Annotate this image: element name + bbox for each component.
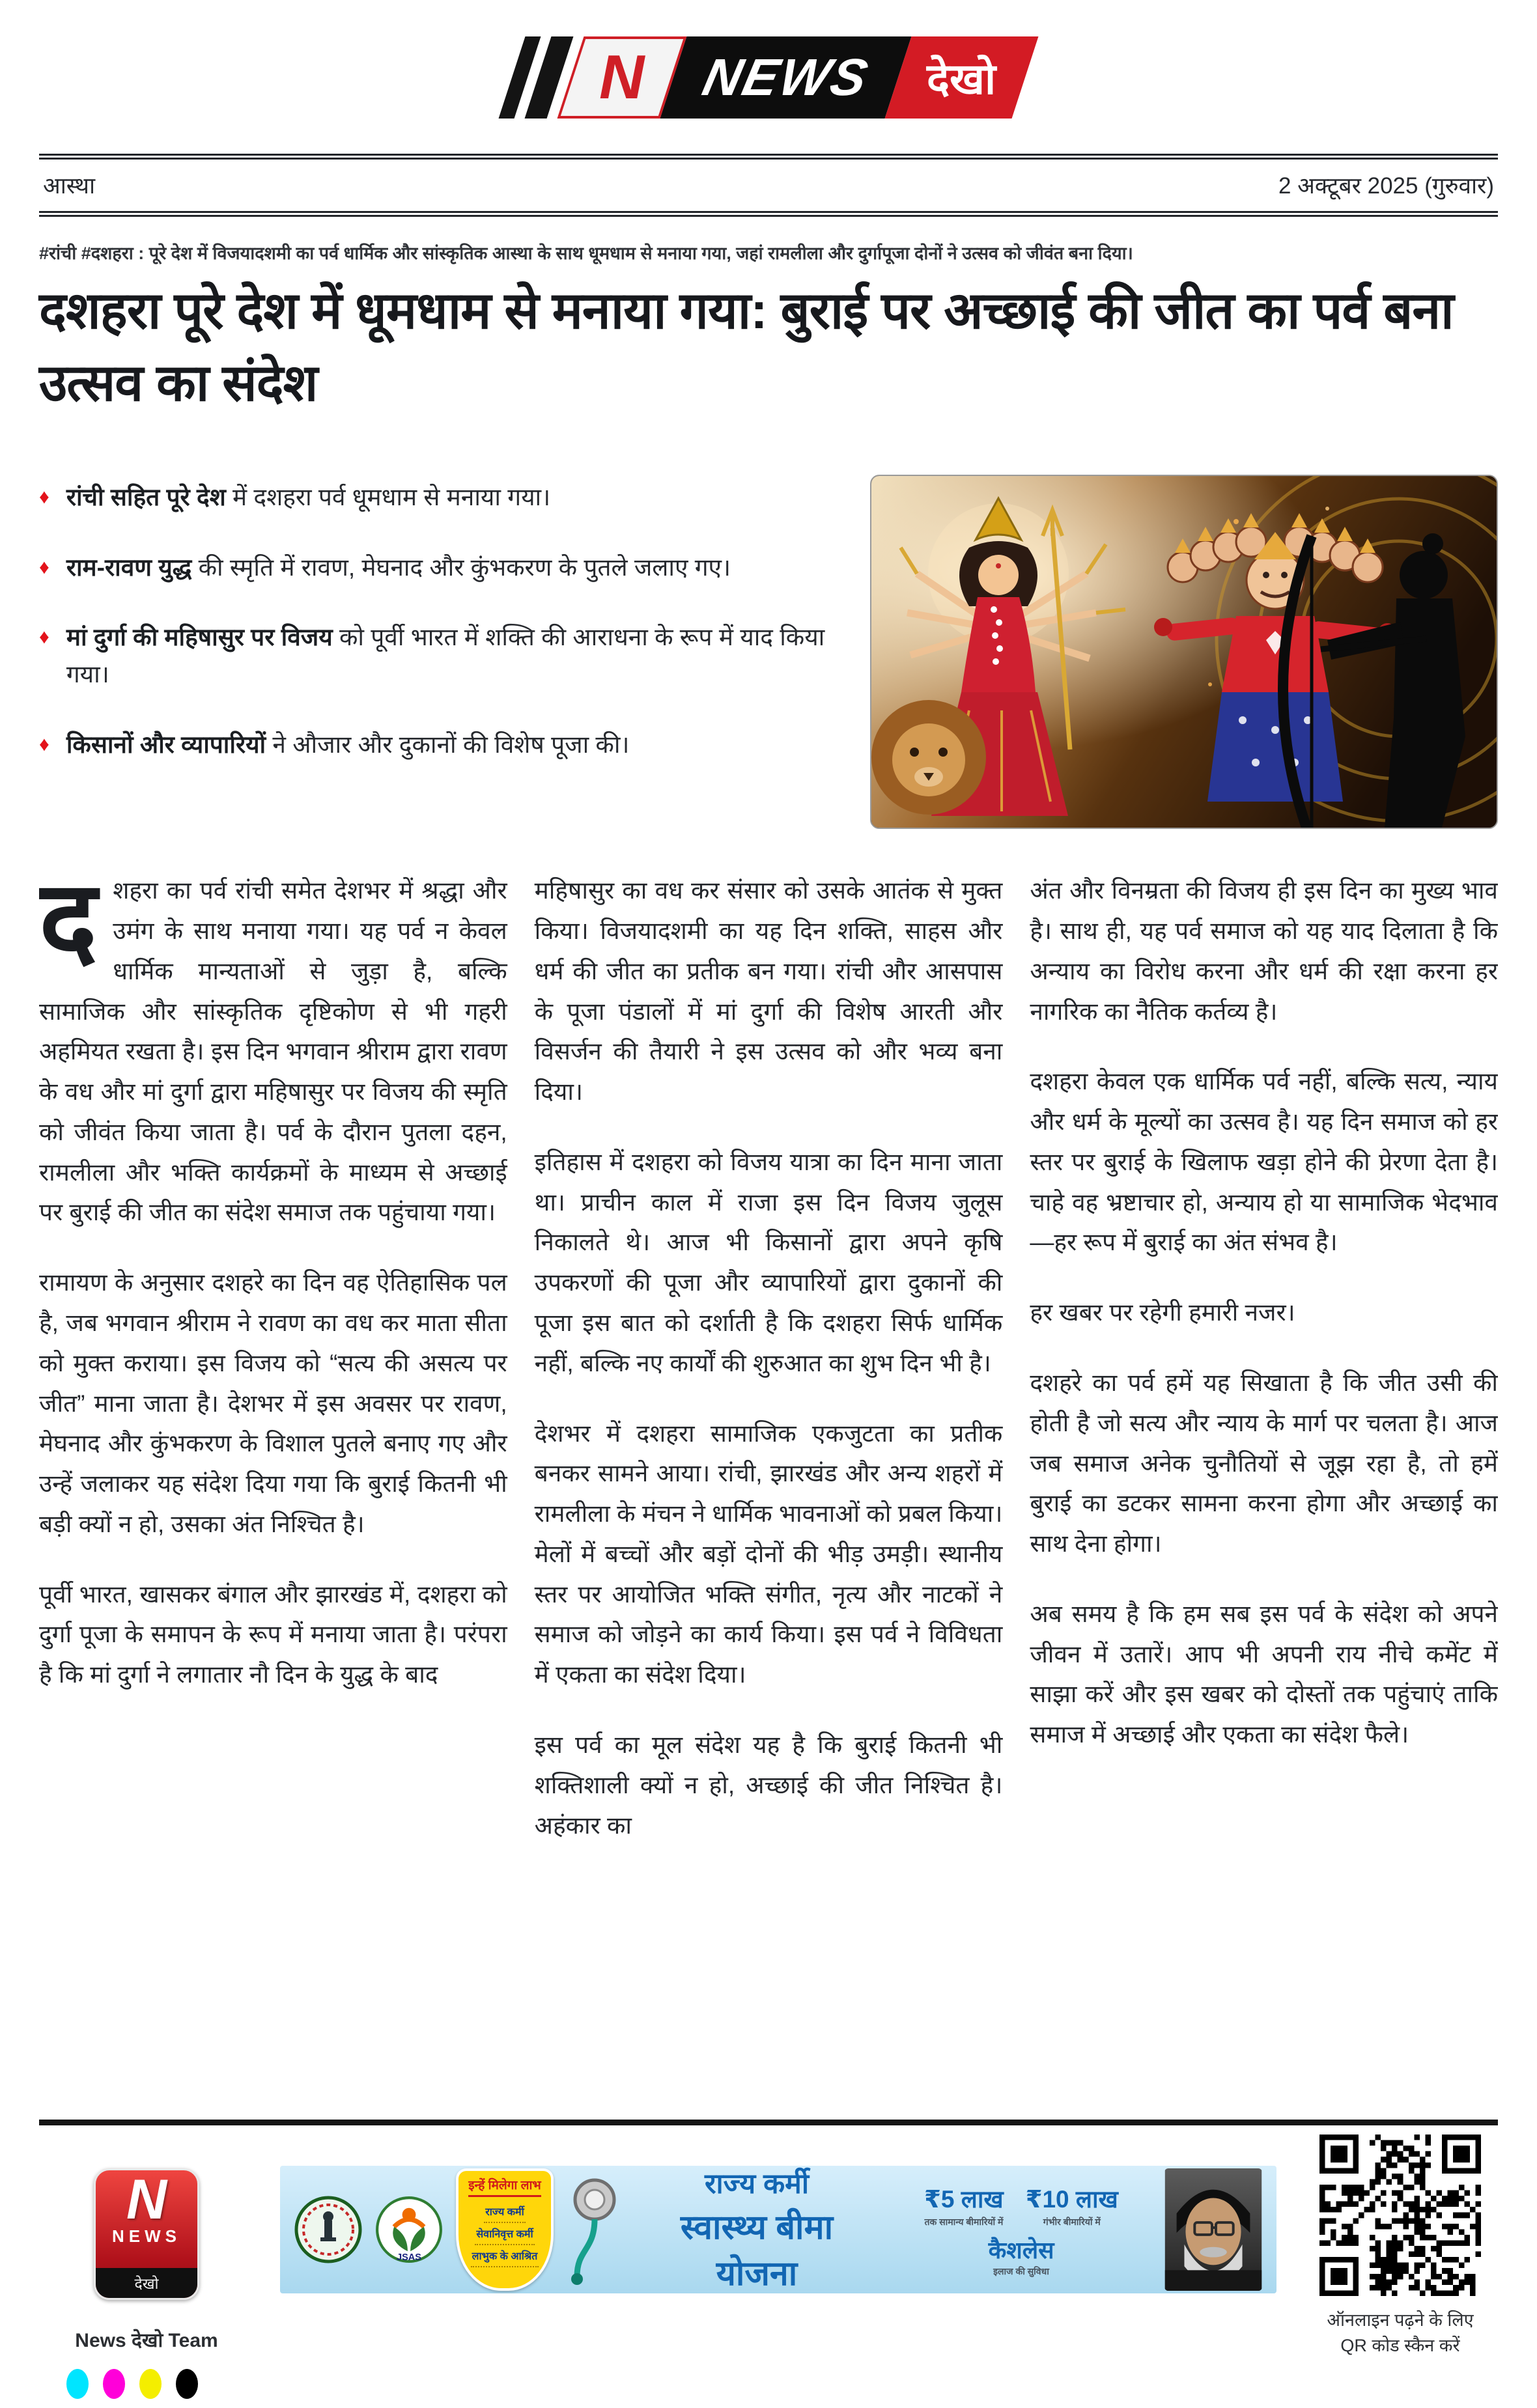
paragraph: रामायण के अनुसार दशहरे का दिन वह ऐतिहासिक पल है, जब भगवान श्रीराम ने रावण का वध कर माता सीता को मुक्त कराया। इस विजय को “सत्य की असत्य पर जीत” माना जाता है। देशभर में इस अवसर पर रावण, मेघनाद और कुंभकरण के विशाल पुतले बनाए गए और उन्हें जलाकर यह संदेश दिया गया कि बुराई कितनी भी बड़ी क्यों न हो, उसका अंत निश्चित है। [39,1269,507,1537]
diamond-bullet-icon: ♦ [39,624,49,648]
diamond-bullet-icon: ♦ [39,555,49,578]
ad-amount-10-lakh: ₹10 लाख गंभीर बीमारियों में [1025,2185,1118,2227]
app-icon-dekho-text: देखो [96,2268,197,2298]
article-column-1 [39,871,507,2120]
article-column-2 [535,871,1003,2120]
ad-title-line2: स्वास्थ्य बीमा योजना [680,2209,834,2293]
issue-date: 2 अक्टूबर 2025 (गुरुवार) [1278,173,1494,199]
benefit-item: सेवानिवृत्त कर्मी [475,2223,534,2245]
cyan-dot [66,2369,89,2399]
app-icon-news-text: NEWS [112,2226,181,2247]
paragraph: अंत और विनम्रता की विजय ही इस दिन का मुख्य भाव है। साथ ही, यह पर्व समाज को यह याद दिलाता है कि अन्याय का विरोध करना और धर्म की रक्षा करना हर नागरिक का नैतिक कर्तव्य है। [1030,877,1498,1025]
byline-team: News देखो Team [75,2329,218,2351]
diamond-bullet-icon: ♦ [39,732,49,755]
highlight-item [39,479,840,516]
logo-dekho-text: देखो [927,55,996,103]
paragraph: दशहरा का पर्व रांची समेत देशभर में श्रद्धा और उमंग के साथ मनाया गया। यह पर्व न केवल धार्मिक मान्यताओं से जुड़ा है, बल्कि सामाजिक और सांस्कृतिक दृष्टिकोण से भी गहरी अहमियत रखता है। इस दिन भगवान श्रीराम द्वारा रावण के वध और मां दुर्गा द्वारा महिषासुर पर विजय की स्मृति को जीवंत किया जाता है। पर्व के दौरान पुतला दहन, रामलीला और भक्ति कार्यक्रमों के माध्यम से अच्छाई पर बुराई की जीत का संदेश समाज तक पहुंचाया गया। [39,871,507,1226]
benefit-shield [456,2168,554,2291]
qr-caption: ऑनलाइन पढ़ने के लिए QR कोड स्कैन करें [1327,2310,1474,2355]
article-column-3 [1030,871,1498,2120]
paragraph: इतिहास में दशहरा को विजय यात्रा का दिन माना जाता था। प्राचीन काल में राजा इस दिन विजय जुलूस निकालते थे। आज भी किसानों द्वारा अपने कृषि उपकरणों की पूजा और व्यापारियों द्वारा दुकानों की पूजा इस बात को दर्शाती है कि दशहरा सिर्फ धार्मिक नहीं, बल्कि नए कार्यों की शुरुआत का शुभ दिन भी है। [534,1148,1003,1377]
footer [0,2125,1537,2359]
spokesperson-photo [1164,2168,1262,2291]
qr-block [1303,2135,1498,2359]
hero-image [870,475,1498,829]
section-name: आस्था [43,173,96,199]
footer-brand-block [39,2137,254,2359]
news-dekho-logo [499,36,1039,119]
highlight-list [39,475,840,796]
highlight-item [39,549,840,586]
paragraph: दशहरे का पर्व हमें यह सिखाता है कि जीत उसी की होती है जो सत्य और न्याय के मार्ग पर चलता है। आज जब समाज अनेक चुनौतियों से जूझ रहा है, तो हमें बुराई का डटकर सामना करना होगा और अच्छाई का साथ देना होगा। [1030,1369,1498,1558]
paragraph: दशहरा केवल एक धार्मिक पर्व नहीं, बल्कि सत्य, न्याय और धर्म के मूल्यों का उत्सव है। यह दिन समाज को हर स्तर पर बुराई के खिलाफ खड़ा होने की प्रेरणा देता है। चाहे वह भ्रष्टाचार हो, अन्याय हो या सामाजिक भेदभाव—हर रूप में बुराई का अंत संभव है। [1030,1068,1498,1256]
festival-illustration [871,476,1497,828]
logo-dekho-block [885,36,1039,119]
paragraph: इस पर्व का मूल संदेश यह है कि बुराई कितनी भी शक्तिशाली क्यों न हो, अच्छाई की जीत निश्चित है। अहंकार का [534,1731,1003,1839]
highlight-text: रांची सहित पूरे देश में दशहरा पर्व धूमधाम से मनाया गया। [66,484,551,511]
page-headline: दशहरा पूरे देश में धूमधाम से मनाया गया: बुराई पर अच्छाई की जीत का पर्व बना उत्सव का संदेश [39,281,1454,412]
benefit-item: राज्य कर्मी [484,2201,526,2223]
highlight-item [39,619,840,693]
stethoscope-icon [567,2172,623,2287]
paragraph: महिषासुर का वध कर संसार को उसके आतंक से मुक्त किया। विजयादशमी का यह दिन शक्ति, साहस और धर्म की जीत का प्रतीक बन गया। रांची और आसपास के पूजा पंडालों में मां दुर्गा की विशेष आरती और विसर्जन की तैयारी ने इस उत्सव को और भव्य बना दिया। [534,877,1003,1106]
svg-text:JSAS: JSAS [396,2252,422,2263]
footer-divider [39,2120,1498,2125]
paragraph: अब समय है कि हम सब इस पर्व के संदेश को अपने जीवन में उतारें। आप भी अपनी राय नीचे कमेंट में साझा करें और इस खबर को दोस्तों तक पहुंचाएं ताकि समाज में अच्छाई और एकता का संदेश फैले। [1030,1600,1498,1748]
jsas-logo-icon [375,2196,443,2263]
yellow-dot [139,2369,162,2399]
black-dot [176,2369,198,2399]
news-dekho-app-icon [94,2168,199,2300]
print-registration-dots [0,2359,1537,2408]
diamond-bullet-icon: ♦ [39,485,49,509]
ad-amounts [891,2181,1151,2278]
app-icon-n-letter: N [126,2168,167,2231]
highlight-text: किसानों और व्यापारियों ने औजार और दुकानों की विशेष पूजा की। [66,731,630,758]
section-date-bar [39,154,1498,217]
paragraph: हर खबर पर रहेगी हमारी नजर। [1030,1299,1295,1326]
hashtag-tagline: #रांची #दशहरा : पूरे देश में विजयादशमी का पर्व धार्मिक और सांस्कृतिक आस्था के साथ धूमधाम से मनाया गया, जहां रामलीला और दुर्गापूजा दोनों ने उत्सव को जीवंत बना दिया। [39,244,1133,263]
magenta-dot [103,2369,125,2399]
benefit-shield-title: इन्हें मिलेगा लाभ [468,2176,541,2197]
paragraph: पूर्वी भारत, खासकर बंगाल और झारखंड में, दशहरा को दुर्गा पूजा के समापन के रूप में मनाया जाता है। परंपरा है कि मां दुर्गा ने लगातार नौ दिन के युद्ध के बाद [39,1580,507,1688]
jharkhand-seal-icon [294,2196,362,2263]
logo-news-text: NEWS [697,48,875,106]
ad-amount-5-lakh: ₹5 लाख तक सामान्य बीमारियों में [924,2185,1004,2227]
highlight-text: राम-रावण युद्ध की स्मृति में रावण, मेघनाद और कुंभकरण के पुतले जलाए गए। [66,553,731,581]
paragraph: देशभर में दशहरा सामाजिक एकजुटता का प्रतीक बनकर सामने आया। रांची, झारखंड और अन्य शहरों में रामलीला के मंचन ने धार्मिक भावनाओं को प्रबल किया। मेलों में बच्चों और बड़ों दोनों की भीड़ उमड़ी। स्थानीय स्तर पर आयोजित भक्ति संगीत, नृत्य और नाटकों ने समाज को जोड़ने का कार्य किया। इस पर्व ने विविधता में एकता का संदेश दिया। [534,1420,1003,1688]
logo-n-letter: N [599,42,645,112]
logo-news-block [660,36,912,119]
lead-section [39,475,1498,829]
health-scheme-ad-banner [280,2166,1276,2293]
article-body [39,871,1498,2120]
dropcap-letter: द [39,871,98,982]
ad-cashless: कैशलेस इलाज की सुविधा [988,2236,1054,2276]
ad-title-line1: राज्य कर्मी [704,2168,810,2200]
highlight-text: मां दुर्गा की महिषासुर पर विजय को पूर्वी भारत में शक्ति की आराधना के रूप में याद किया गया। [66,623,825,688]
benefit-item: लाभुक के आश्रित [471,2245,539,2267]
ad-title [636,2166,878,2293]
lion [871,700,986,815]
masthead-logo-row [0,0,1537,119]
highlight-item [39,726,840,763]
qr-code [1319,2135,1481,2296]
